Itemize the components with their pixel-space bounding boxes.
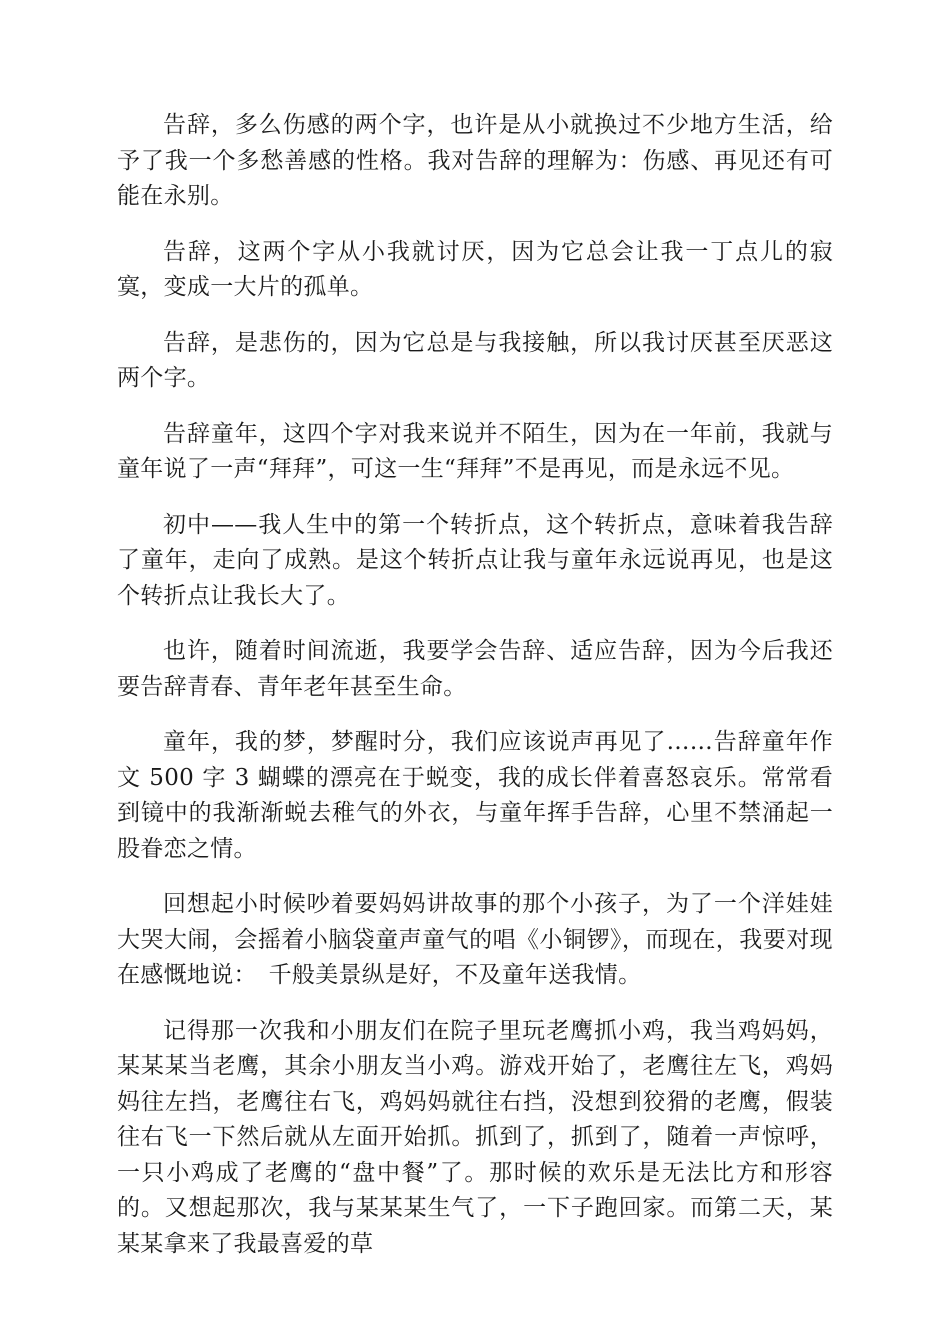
paragraph: 告辞童年，这四个字对我来说并不陌生，因为在一年前，我就与童年说了一声“拜拜”，可这一生“拜拜”不是再见，而是永远不见。: [117, 420, 833, 482]
document-body: [117, 108, 833, 1262]
paragraph: 告辞，这两个字从小我就讨厌，因为它总会让我一丁点儿的寂寞，变成一大片的孤单。: [117, 238, 833, 300]
paragraph: 童年，我的梦，梦醒时分，我们应该说声再见了……告辞童年作文 500 字 3 蝴蝶的漂亮在于蜕变，我的成长伴着喜怒哀乐。常常看到镜中的我渐渐蜕去稚气的外衣，与童年挥手告辞，心里不禁涌起一股眷恋之情。: [117, 729, 833, 862]
paragraph: 告辞，是悲伤的，因为它总是与我接触，所以我讨厌甚至厌恶这两个字。: [117, 329, 833, 391]
paragraph: 也许，随着时间流逝，我要学会告辞、适应告辞，因为今后我还要告辞青春、青年老年甚至生命。: [117, 638, 833, 700]
paragraph: 记得那一次我和小朋友们在院子里玩老鹰抓小鸡，我当鸡妈妈，某某某当老鹰，其余小朋友当小鸡。游戏开始了，老鹰往左飞，鸡妈妈往左挡，老鹰往右飞，鸡妈妈就往右挡，没想到狡猾的老鹰，假装往右飞一下然后就从左面开始抓。抓到了，抓到了，随着一声惊呼，一只小鸡成了老鹰的“盘中餐”了。那时候的欢乐是无法比方和形容的。又想起那次，我与某某某生气了，一下子跑回家。而第二天，某某某拿来了我最喜爱的草: [117, 1017, 833, 1257]
paragraph: 初中——我人生中的第一个转折点，这个转折点，意味着我告辞了童年，走向了成熟。是这个转折点让我与童年永远说再见，也是这个转折点让我长大了。: [117, 511, 833, 609]
paragraph: 告辞，多么伤感的两个字，也许是从小就换过不少地方生活，给予了我一个多愁善感的性格。我对告辞的理解为：伤感、再见还有可能在永别。: [117, 112, 833, 209]
paragraph: 回想起小时候吵着要妈妈讲故事的那个小孩子，为了一个洋娃娃大哭大闹，会摇着小脑袋童声童气的唱《小铜锣》，而现在，我要对现在感慨地说： 千般美景纵是好，不及童年送我情。: [117, 891, 833, 988]
